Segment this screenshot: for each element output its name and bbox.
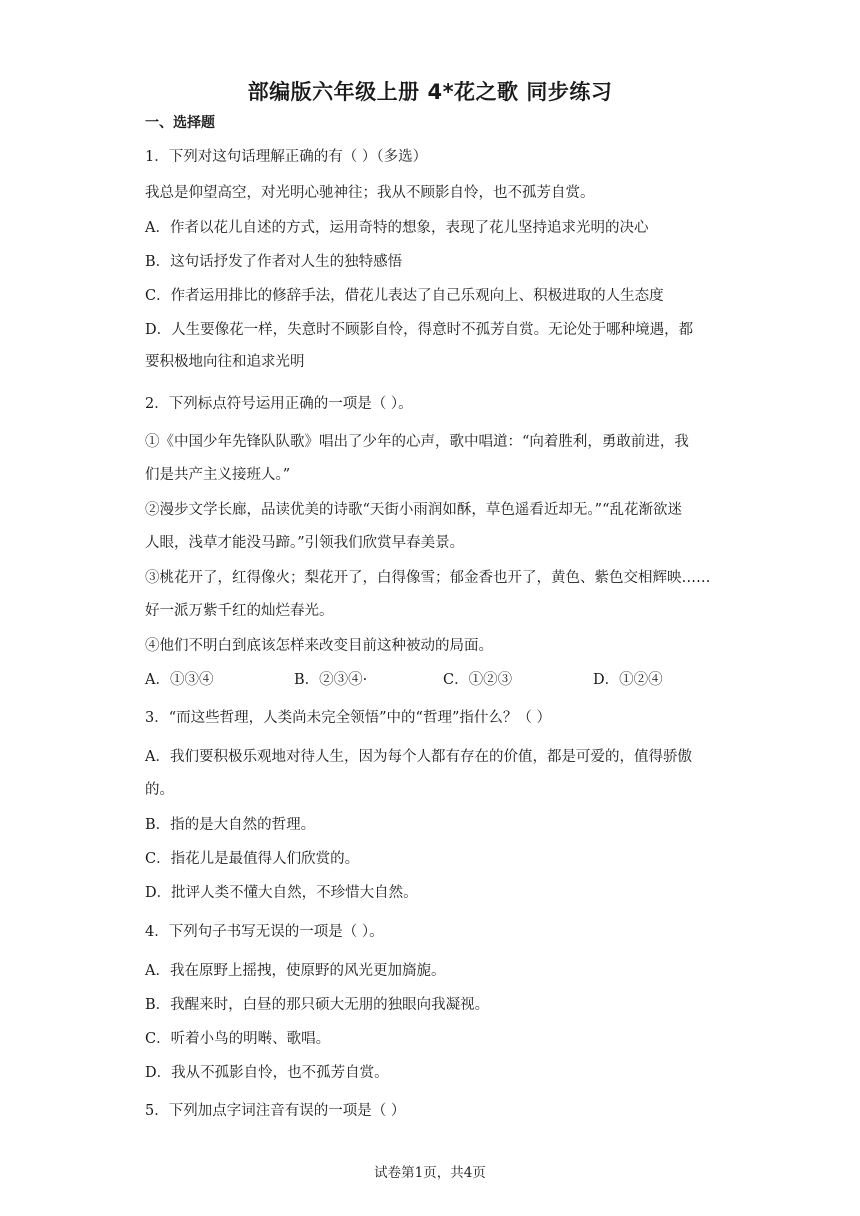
question-2-sentence-2-cont: 人眼，浅草才能没马蹄。”引领我们欣赏早春美景。 <box>145 535 465 551</box>
question-2-option-d: D．①②④ <box>593 672 663 688</box>
section-heading: 一、选择题 <box>145 115 215 131</box>
question-2-sentence-4: ④他们不明白到底该怎样来改变目前这种被动的局面。 <box>145 638 493 654</box>
question-2-option-b: B．②③④· <box>294 672 368 688</box>
question-3-option-c: C．指花儿是最值得人们欣赏的。 <box>145 851 360 867</box>
page-title: 部编版六年级上册 4*花之歌 同步练习 <box>247 80 613 104</box>
question-4-option-a: A．我在原野上摇拽，使原野的风光更加旖旎。 <box>145 963 446 979</box>
question-3-option-d: D．批评人类不懂大自然，不珍惜大自然。 <box>145 885 418 901</box>
question-3-option-a: A．我们要积极乐观地对待人生，因为每个人都有存在的价值，都是可爱的，值得骄傲 <box>145 749 692 765</box>
question-3-option-b: B．指的是大自然的哲理。 <box>145 817 316 833</box>
question-2-sentence-1: ①《中国少年先锋队队歌》唱出了少年的心声，歌中唱道：“向着胜利，勇敢前进，我 <box>145 434 689 450</box>
page-footer: 试卷第1页，共4页 <box>374 1165 486 1181</box>
question-1-option-c: C．作者运用排比的修辞手法，借花儿表达了自己乐观向上、积极进取的人生态度 <box>145 288 664 304</box>
question-1-option-b: B．这句话抒发了作者对人生的独特感悟 <box>145 254 403 270</box>
question-2-sentence-1-cont: 们是共产主义接班人。” <box>145 467 291 483</box>
question-2-sentence-2: ②漫步文学长廊，品读优美的诗歌“天街小雨润如酥，草色遥看近却无。”“乱花渐欲迷 <box>145 502 682 518</box>
question-1-quote: 我总是仰望高空，对光明心驰神往；我从不顾影自怜，也不孤芳自赏。 <box>145 185 595 201</box>
question-2-sentence-3-cont: 好一派万紫千红的灿烂春光。 <box>145 603 334 619</box>
question-4-option-c: C．听着小鸟的明啭、歌唱。 <box>145 1031 331 1047</box>
question-2-sentence-3: ③桃花开了，红得像火；梨花开了，白得像雪；郁金香也开了，黄色、紫色交相辉映…… <box>145 570 711 586</box>
question-1-option-a: A．作者以花儿自述的方式，运用奇特的想象，表现了花儿坚持追求光明的决心 <box>145 220 649 236</box>
question-3-stem: 3．“而这些哲理，人类尚未完全领悟”中的“哲理”指什么？（ ） <box>145 710 551 726</box>
question-2-option-c: C．①②③ <box>443 672 513 688</box>
question-2-stem: 2．下列标点符号运用正确的一项是（ ）。 <box>145 396 413 412</box>
question-4-stem: 4．下列句子书写无误的一项是（ ）。 <box>145 924 384 940</box>
question-4-option-d: D．我从不孤影自怜，也不孤芳自赏。 <box>145 1065 389 1081</box>
question-1-option-d: D．人生要像花一样，失意时不顾影自怜，得意时不孤芳自赏。无论处于哪种境遇，都 <box>145 322 694 338</box>
question-4-option-b: B．我醒来时，白昼的那只硕大无朋的独眼向我凝视。 <box>145 997 490 1013</box>
question-2-option-a: A．①③④ <box>145 672 214 688</box>
question-1-option-d-cont: 要积极地向往和追求光明 <box>145 354 305 370</box>
question-1-stem: 1．下列对这句话理解正确的有（ ）（多选） <box>145 149 428 165</box>
question-3-option-a-cont: 的。 <box>145 782 174 798</box>
question-5-stem: 5．下列加点字词注音有误的一项是（ ） <box>145 1103 406 1119</box>
